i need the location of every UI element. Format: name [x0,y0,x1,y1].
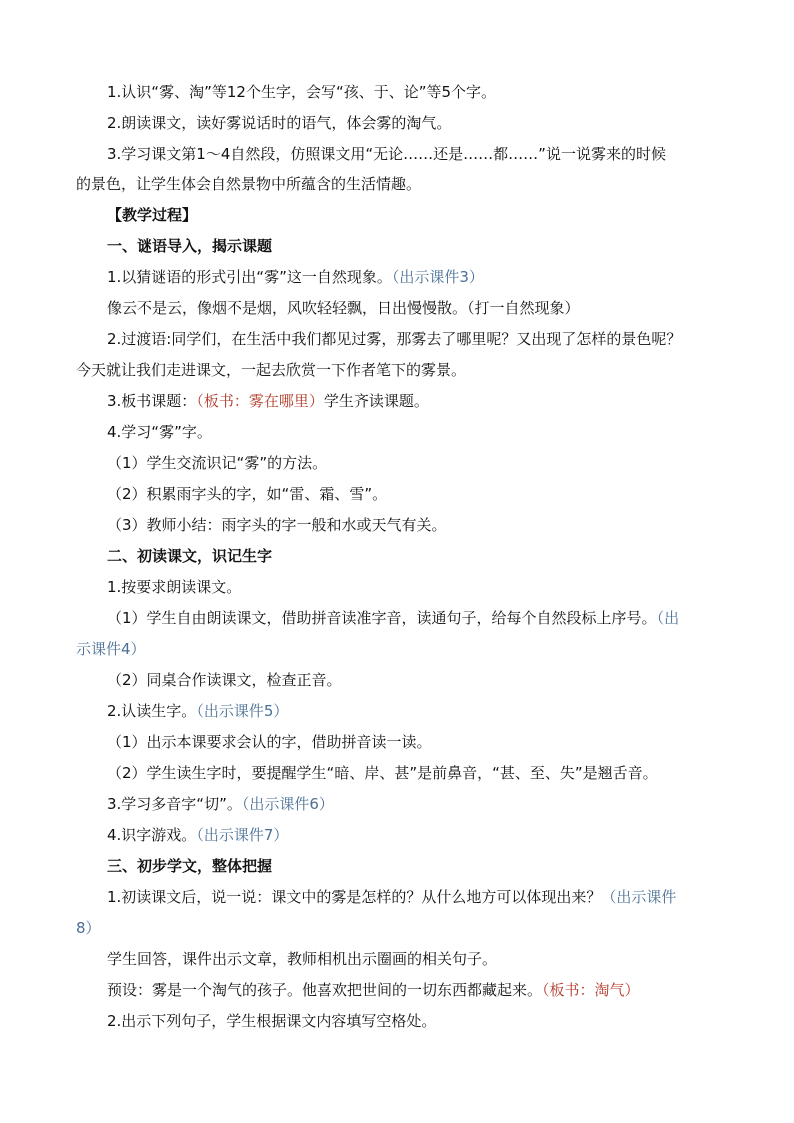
courseware-note: （出示课件7） [196,826,289,844]
sec3-item-1-cont: 8） [76,919,101,937]
objective-2: 2.朗读课文，读好雾说话时的语气，体会雾的淘气。 [107,114,452,132]
sec3-item-2: 2.出示下列句子，学生根据课文内容填写空格处。 [107,1012,437,1030]
sec2-item-3 [0,794,794,814]
sec1-item-3 [0,391,794,411]
sec1-item-4-1: （1）学生交流识记“雾”的方法。 [107,454,328,472]
sec2-item-1-1-text: （1）学生自由朗读课文，借助拼音读准字音，读通句子，给每个自然段标上序号。 [107,609,657,627]
sec1-item-3-tail: 学生齐读课题。 [323,392,429,410]
sec3-preset [0,980,794,1000]
sec3-item-1 [0,887,794,907]
sec1-item-4-2: （2）积累雨字头的字，如“雷、霜、雪”。 [107,485,388,503]
sec2-item-1-1-cont: 示课件4） [76,640,146,658]
sec1-item-1-text: 1.以猜谜语的形式引出“雾”这一自然现象。 [107,268,392,286]
sec2-item-3-text: 3.学习多音字“切”。 [107,795,242,813]
sec2-item-4-text: 4.识字游戏。 [107,826,197,844]
objective-3-cont: 的景色，让学生体会自然景物中所蕴含的生活情趣。 [76,175,422,193]
process-title: 【教学过程】 [107,206,198,224]
courseware-note: （出 [656,609,680,627]
blackboard-note: （板书：淘气） [542,981,640,999]
sec2-item-2-1: （1）出示本课要求会认的字，借助拼音读一读。 [107,733,432,751]
courseware-note: （出示课件3） [391,268,484,286]
sec3-preset-text: 预设：雾是一个淘气的孩子。他喜欢把世间的一切东西都藏起来。 [107,981,543,999]
courseware-note: （出示课件 [601,888,677,906]
section-heading-3: 三、初步学文，整体把握 [107,857,273,875]
sec1-item-2: 2.过渡语:同学们，在生活中我们都见过雾，那雾去了哪里呢？又出现了怎样的景色呢？ [107,330,682,348]
section-heading-2: 二、初读课文，识记生字 [107,547,273,565]
sec2-item-1-2: （2）同桌合作读课文，检查正音。 [107,671,342,689]
sec1-item-3-text: 3.板书课题： [107,392,197,410]
riddle-line: 像云不是云，像烟不是烟，风吹轻轻飘，日出慢慢散。（打一自然现象） [107,299,580,317]
blackboard-note: （板书：雾在哪里） [196,392,324,410]
sec1-item-4: 4.学习“雾”字。 [107,423,212,441]
sec1-item-2-cont: 今天就让我们走进课文，一起去欣赏一下作者笔下的雾景。 [76,361,467,379]
courseware-note: （出示课件5） [196,702,289,720]
objective-3: 3.学习课文第1～4自然段，仿照课文用“无论……还是……都……”说一说雾来的时候 [107,145,666,163]
sec2-item-2 [0,701,794,721]
sec2-item-4 [0,825,794,845]
objective-1: 1.认识“雾、淘”等12个生字，会写“孩、于、论”等5个字。 [107,83,497,101]
section-heading-1: 一、谜语导入，揭示课题 [107,237,273,255]
sec2-item-1: 1.按要求朗读课文。 [107,578,242,596]
sec1-item-4-3: （3）教师小结：雨字头的字一般和水或天气有关。 [107,516,447,534]
sec2-item-1-1 [0,608,794,628]
sec2-item-2-2: （2）学生读生字时，要提醒学生“暗、岸、甚”是前鼻音，“甚、至、失”是翘舌音。 [107,764,658,782]
sec3-answer: 学生回答，课件出示文章，教师相机出示圈画的相关句子。 [107,950,498,968]
sec2-item-2-text: 2.认读生字。 [107,702,197,720]
courseware-note: （出示课件6） [241,795,334,813]
sec3-item-1-text: 1.初读课文后，说一说：课文中的雾是怎样的？从什么地方可以体现出来？ [107,888,602,906]
sec1-item-1 [0,267,794,287]
